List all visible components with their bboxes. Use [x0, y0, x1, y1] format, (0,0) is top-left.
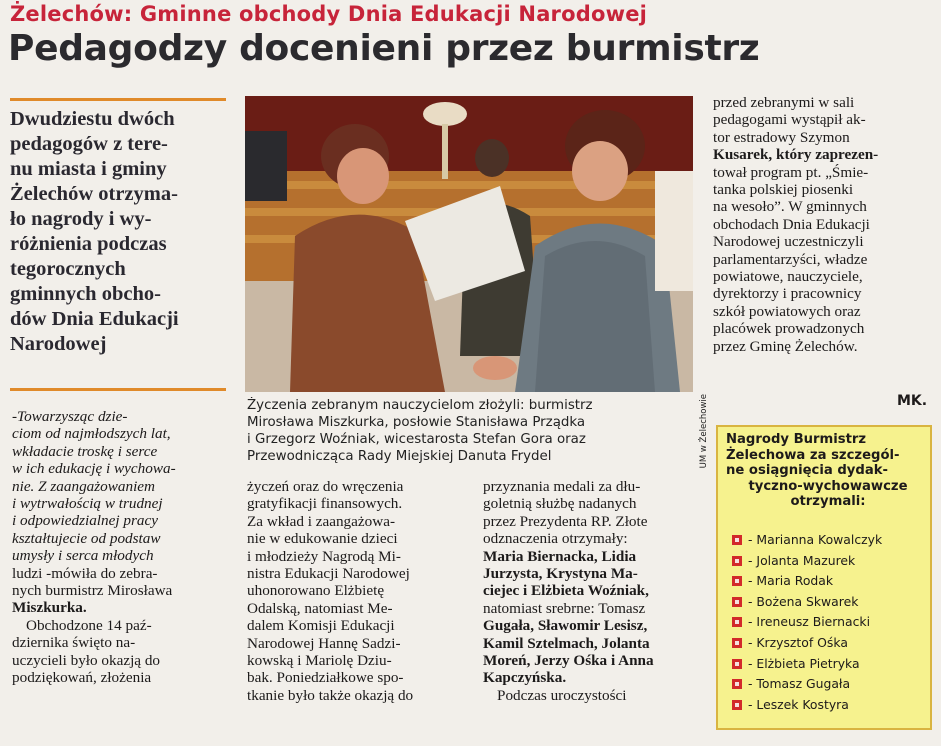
column-line: tował program pt. „Śmie-	[713, 163, 869, 181]
caption-line: Mirosława Miszkurka, posłowie Stanisława Prządka	[247, 415, 586, 430]
column-line: Jurzysta, Krystyna Ma-	[483, 565, 638, 583]
column-line: Obchodzone 14 paź-	[26, 616, 152, 634]
lead-line: Żelechów otrzyma-	[10, 183, 178, 205]
bullet-square-icon	[732, 576, 742, 586]
column-line: Podczas uroczystości	[497, 686, 627, 704]
article-column-3	[483, 478, 703, 704]
column-line: podziękowań, złożenia	[12, 669, 152, 687]
column-line: i wytrwałością w trudnej	[12, 495, 163, 513]
column-line: dyrektorzy i pracownicy	[713, 285, 862, 303]
column-line: przyznania medali za dłu-	[483, 478, 641, 495]
column-line: kształtujecie od podstaw	[12, 529, 161, 547]
column-line: ciejec i Elżbieta Woźniak,	[483, 582, 649, 600]
column-line: w ich edukację i wychowa-	[12, 460, 176, 478]
list-item	[732, 552, 882, 573]
column-line: nie w edukowanie dzieci	[247, 530, 398, 548]
column-line: bak. Poniedziałkowe spo-	[247, 669, 404, 687]
column-line: Kamil Sztelmach, Jolanta	[483, 634, 650, 652]
article-column-1	[12, 408, 230, 687]
column-line: wkładacie troskę i serce	[12, 442, 158, 460]
article-headline: Pedagodzy docenieni przez burmistrz	[8, 28, 760, 69]
bullet-square-icon	[732, 535, 742, 545]
caption-line: Życzenia zebranym nauczycielom złożyli: burmistrz	[247, 398, 593, 413]
article-column-2	[247, 478, 463, 704]
lead-line: Narodowej	[10, 333, 107, 355]
column-line: placówek prowadzonych	[713, 320, 865, 338]
awardee-name: - Maria Rodak	[748, 573, 834, 589]
column-line: przez Gminę Żelechów.	[713, 337, 858, 355]
bullet-square-icon	[732, 597, 742, 607]
bullet-square-icon	[732, 679, 742, 689]
column-line: tkanie było także okazją do	[247, 686, 414, 704]
lead-line: tegorocznych	[10, 258, 126, 280]
awardee-name: - Leszek Kostyra	[748, 696, 849, 712]
awardee-name: - Bożena Skwarek	[748, 593, 859, 609]
list-item	[732, 655, 882, 676]
column-line: życzeń oraz do wręczenia	[247, 478, 404, 495]
column-line: dziernika święto na-	[12, 634, 136, 652]
photo-caption	[247, 397, 707, 465]
column-line: goletnią służbę nadanych	[483, 495, 637, 513]
awards-box-title	[726, 432, 930, 510]
column-line: nych burmistrz Mirosława	[12, 582, 173, 600]
ceremony-photo-illustration	[245, 96, 693, 392]
column-line: umysły i serca młodych	[12, 547, 154, 565]
author-signature: MK.	[897, 393, 928, 409]
column-line: Kapczyńska.	[483, 669, 567, 687]
column-line: Narodowej Hannę Sadzi-	[247, 634, 401, 652]
lead-line: różnienia podczas	[10, 233, 167, 255]
bullet-square-icon	[732, 659, 742, 669]
column-line: Odalską, natomiast Me-	[247, 599, 393, 617]
column-line: odznaczenia otrzymały:	[483, 530, 628, 548]
column-line: -Towarzysząc dzie-	[12, 408, 128, 425]
column-line: Narodowej uczestniczyli	[713, 233, 864, 251]
column-line: Gugała, Sławomir Lesisz,	[483, 617, 648, 635]
column-line: kowską i Mariolę Dziu-	[247, 652, 392, 670]
awardees-list	[732, 531, 882, 716]
box-title-line: Nagrody Burmistrz	[726, 432, 867, 447]
list-item	[732, 675, 882, 696]
column-line: szkół powiatowych oraz	[713, 302, 861, 320]
section-kicker: Żelechów: Gminne obchody Dnia Edukacji Narodowej	[10, 2, 648, 26]
column-line: obchodach Dnia Edukacji	[713, 215, 870, 233]
list-item	[732, 696, 882, 717]
box-title-line: otrzymali:	[790, 494, 866, 510]
column-line: Maria Biernacka, Lidia	[483, 547, 637, 565]
awardee-name: - Tomasz Gugała	[748, 676, 851, 692]
ceremony-photo	[245, 96, 693, 392]
caption-line: i Grzegorz Woźniak, wicestarosta Stefan Gora oraz	[247, 432, 586, 447]
column-line: gratyfikacji finansowych.	[247, 495, 403, 513]
bullet-square-icon	[732, 638, 742, 648]
column-line: parlamentarzyści, władze	[713, 250, 868, 268]
awardee-name: - Marianna Kowalczyk	[748, 532, 883, 547]
column-line: Moreń, Jerzy Ośka i Anna	[483, 652, 654, 670]
bullet-square-icon	[732, 556, 742, 566]
column-line: uhonorowano Elżbietę	[247, 582, 385, 600]
column-line: nistra Edukacji Narodowej	[247, 565, 410, 583]
column-line: ciom od najmłodszych lat,	[12, 425, 171, 443]
list-item	[732, 531, 882, 552]
column-line: nie. Z zaangażowaniem	[12, 477, 156, 495]
bullet-square-icon	[732, 700, 742, 710]
awardee-name: - Jolanta Mazurek	[748, 552, 856, 568]
bullet-square-icon	[732, 617, 742, 627]
list-item	[732, 593, 882, 614]
box-title-line: tyczno-wychowawcze	[748, 478, 908, 494]
column-line: i młodzieży Nagrodą Mi-	[247, 547, 401, 565]
lead-line: Dwudziestu dwóch	[10, 108, 175, 130]
awardee-name: - Elżbieta Pietryka	[748, 655, 860, 671]
column-line: Za wkład i zaangażowa-	[247, 512, 395, 530]
lead-line: ło nagrody i wy-	[10, 208, 152, 230]
column-line: dalem Komisji Edukacji	[247, 617, 395, 635]
column-line: tor estradowy Szymon	[713, 128, 850, 146]
lead-line: nu miasta i gminy	[10, 158, 167, 180]
lead-line: dów Dnia Edukacji	[10, 308, 179, 330]
awardee-name: - Krzysztof Ośka	[748, 634, 848, 650]
article-column-4	[713, 94, 931, 355]
box-title-line: ne osiągnięcia dydak-	[726, 463, 888, 479]
list-item	[732, 634, 882, 655]
column-line: tanka polskiej piosenki	[713, 181, 854, 199]
lead-bottom-rule	[10, 388, 226, 391]
awardee-name: - Ireneusz Biernacki	[748, 614, 871, 630]
list-item	[732, 572, 882, 593]
column-line: na wesoło”. W gminnych	[713, 198, 867, 216]
column-line: powiatowe, nauczyciele,	[713, 268, 863, 286]
column-line: natomiast srebrne: Tomasz	[483, 599, 646, 617]
list-item	[732, 613, 882, 634]
column-line: pedagogami wystąpił ak-	[713, 111, 866, 129]
column-line: i odpowiedzialnej pracy	[12, 512, 158, 530]
caption-line: Przewodnicząca Rady Miejskiej Danuta Frydel	[247, 449, 552, 464]
lead-top-rule	[10, 98, 226, 101]
lead-line: gminnych obcho-	[10, 283, 161, 305]
column-line: Miszkurka.	[12, 599, 87, 617]
column-line: Kusarek, który zaprezen-	[713, 146, 879, 164]
column-line: uczycieli było okazją do	[12, 651, 161, 669]
lead-paragraph	[10, 107, 228, 357]
column-line: przez Prezydenta RP. Złote	[483, 512, 648, 530]
lead-line: pedagogów z tere-	[10, 133, 168, 155]
column-line: ludzi -mówiła do zebra-	[12, 564, 158, 582]
awards-box	[716, 425, 932, 730]
column-line: przed zebranymi w sali	[713, 94, 855, 111]
photo-credit: UM w Żelechowie	[699, 394, 709, 469]
box-title-line: Żelechowa za szczegól-	[726, 447, 900, 463]
